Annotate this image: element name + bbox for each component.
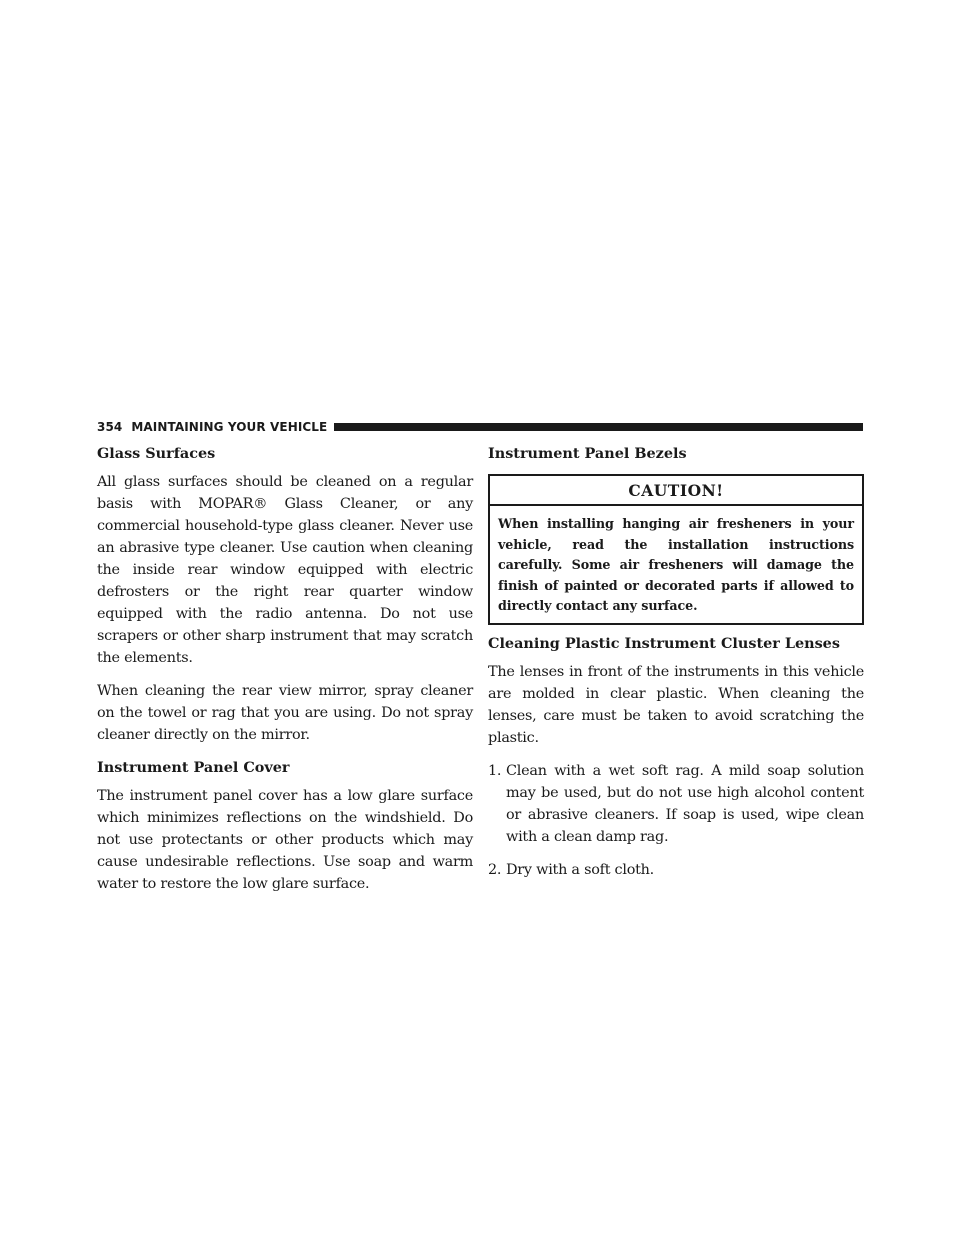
instrument-panel-cover-paragraph: The instrument panel cover has a low glare surface which minimizes reflections on the windshield. Do not use protectants or other products which may cause undesirable reflections. Use soap and warm water to restore the low glare surface. — [97, 788, 473, 892]
cluster-lenses-heading: Cleaning Plastic Instrument Cluster Lenses — [488, 634, 840, 652]
header-rule — [334, 423, 863, 431]
list-item — [488, 760, 864, 848]
caution-body: When installing hanging air fresheners in your vehicle, read the installation instructions carefully. Some air fresheners will damage the finish of painted or decorated parts if allowed to directly contact any surface. — [498, 516, 854, 613]
glass-surfaces-paragraph-1: All glass surfaces should be cleaned on a regular basis with MOPAR® Glass Cleaner, or any commercial household-type glass cleaner. Never use an abrasive type cleaner. Use caution when cleaning the inside rear window equipped with electric defrosters or the right rear quarter window equipped with the radio antenna. Do not use scrapers or other sharp instrument that may scratch the elements. — [97, 474, 473, 666]
page-number: 354 — [97, 420, 123, 434]
step-text: Dry with a soft cloth. — [506, 861, 655, 878]
glass-surfaces-paragraph-2: When cleaning the rear view mirror, spray cleaner on the towel or rag that you are using. Do not spray cleaner directly on the mirror. — [97, 683, 473, 743]
caution-title: CAUTION! — [490, 476, 862, 506]
step-text: Clean with a wet soft rag. A mild soap solution may be used, but do not use high alcohol content or abrasive cleaners. If soap is used, wipe clean with a clean damp rag. — [506, 762, 864, 845]
right-column — [488, 443, 864, 892]
instrument-panel-bezels-heading: Instrument Panel Bezels — [488, 445, 687, 462]
section-title: MAINTAINING YOUR VEHICLE — [131, 420, 328, 434]
cleaning-steps-list — [488, 760, 864, 881]
glass-surfaces-heading: Glass Surfaces — [97, 445, 216, 462]
step-number: 1. — [488, 762, 502, 779]
caution-box — [488, 474, 864, 625]
page-header — [97, 418, 863, 436]
left-column — [97, 443, 473, 906]
step-number: 2. — [488, 861, 502, 878]
instrument-panel-cover-heading: Instrument Panel Cover — [97, 759, 290, 776]
cluster-lenses-paragraph: The lenses in front of the instruments in this vehicle are molded in clear plastic. When cleaning the lenses, care must be taken to avoid scratching the plastic. — [488, 663, 864, 746]
list-item — [488, 859, 864, 881]
